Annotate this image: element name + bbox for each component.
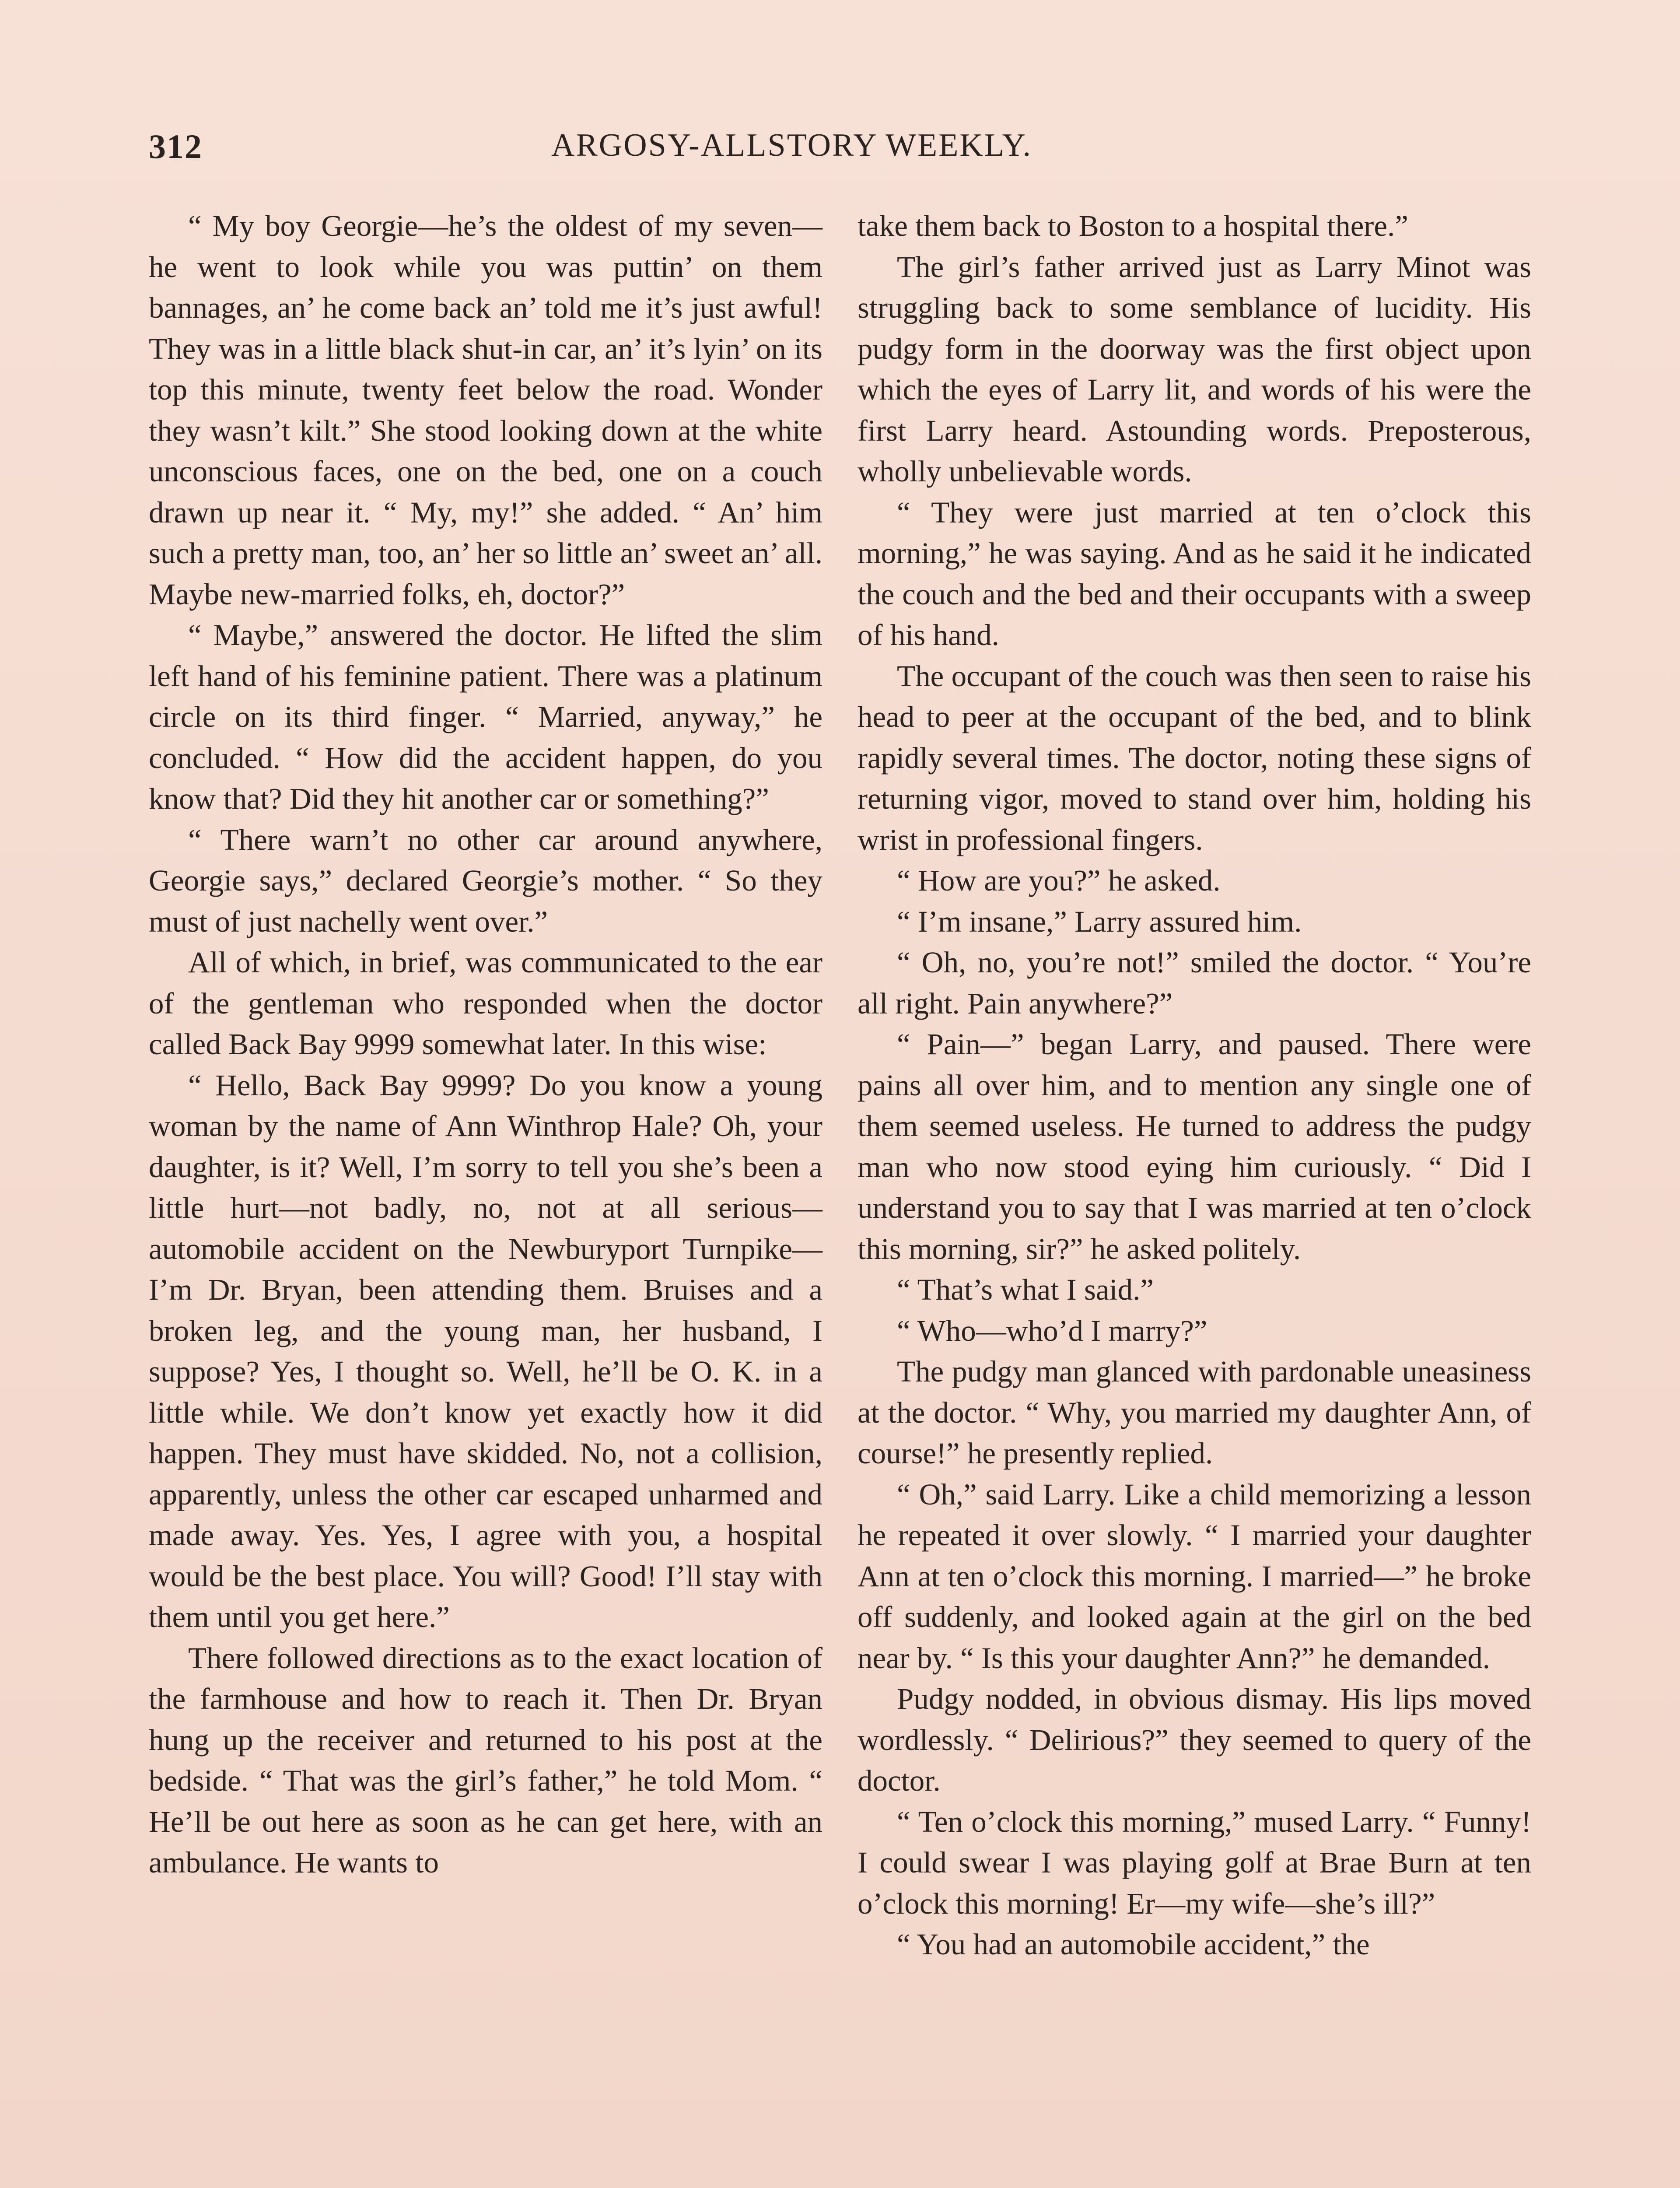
paragraph: “ I’m insane,” Larry assured him. (897, 905, 1302, 938)
paragraph: “ Hello, Back Bay 9999? Do you know a young woman by the name of Ann Winthrop Hale? Oh, your daughter, is it? Well, I’m sorry to tell you she’s been a little hurt—not badly, no, not at all serious—automobile accident on the Newburyport Turnpike—I’m Dr. Bryan, been attending them. Bruises and a broken leg, and the young man, her husband, I suppose? Yes, I thought so. Well, he’ll be O. K. in a little while. We don’t know yet exactly how it did happen. They must have skidded. No, not a collision, apparently, unless the other car escaped unharmed and made away. Yes. Yes, I agree with you, a hospital would be the best place. You will? Good! I’ll stay with them until you get here.” (149, 1068, 822, 1634)
paragraph-continued: take them back to Boston to a hospital there.” (858, 209, 1408, 242)
paragraph: “ They were just married at ten o’clock this morning,” he was saying. And as he said it he indicated the couch and the bed and their occupants with a sweep of his hand. (858, 495, 1531, 652)
paragraph: “ Maybe,” answered the doctor. He lifted the slim left hand of his feminine patient. There was a platinum circle on its third finger. “ Married, anyway,” he concluded. “ How did the accident happen, do you know that? Did they hit another car or something?” (149, 618, 822, 815)
paragraph: The girl’s father arrived just as Larry Minot was struggling back to some semblance of lucidity. His pudgy form in the doorway was the first object upon which the eyes of Larry lit, and words of his were the first Larry heard. Astounding words. Preposterous, wholly unbelievable words. (858, 250, 1531, 488)
paragraph: The occupant of the couch was then seen to raise his head to peer at the occupant of the bed, and to blink rapidly several times. The doctor, noting these signs of returning vigor, moved to stand over him, holding his wrist in professional fingers. (858, 659, 1531, 856)
page-header (149, 127, 1124, 179)
page-number: 312 (149, 127, 203, 165)
left-column (149, 206, 822, 1883)
paragraph: Pudgy nodded, in obvious dismay. His lips moved wordlessly. “ Delirious?” they seemed to query of the doctor. (858, 1682, 1531, 1797)
paragraph: The pudgy man glanced with pardonable uneasiness at the doctor. “ Why, you married my daughter Ann, of course!” he presently replied. (858, 1355, 1531, 1470)
running-head: ARGOSY-ALLSTORY WEEKLY. (551, 127, 1032, 163)
paragraph: “ How are you?” he asked. (897, 864, 1221, 897)
paragraph: “ Oh, no, you’re not!” smiled the doctor. “ You’re all right. Pain anywhere?” (858, 946, 1531, 1020)
paragraph: “ You had an automobile accident,” the (897, 1928, 1370, 1961)
paragraph: “ Ten o’clock this morning,” mused Larry. “ Funny! I could swear I was playing golf at Brae Burn at ten o’clock this morning! Er—my wife—she’s ill?” (858, 1805, 1531, 1920)
paragraph: “ Who—who’d I marry?” (897, 1314, 1208, 1347)
paragraph: “ There warn’t no other car around anywhere, Georgie says,” declared Georgie’s mother. “ So they must of just nachelly went over.” (149, 823, 822, 938)
paragraph: “ My boy Georgie—he’s the oldest of my seven—he went to look while you was puttin’ on them bannages, an’ he come back an’ told me it’s just awful! They was in a little black shut-in car, an’ it’s lyin’ on its top this minute, twenty feet below the road. Wonder they wasn’t kilt.” She stood looking down at the white unconscious faces, one on the bed, one on a couch drawn up near it. “ My, my!” she added. “ An’ him such a pretty man, too, an’ her so little an’ sweet an’ all. Maybe new-married folks, eh, doctor?” (149, 209, 822, 611)
paragraph: “ Oh,” said Larry. Like a child memorizing a lesson he repeated it over slowly. “ I married your daughter Ann at ten o’clock this morning. I married—” he broke off suddenly, and looked again at the girl on the bed near by. “ Is this your daughter Ann?” he demanded. (858, 1477, 1531, 1675)
paragraph: All of which, in brief, was communicated to the ear of the gentleman who responded when the doctor called Back Bay 9999 somewhat later. In this wise: (149, 946, 822, 1061)
paragraph: There followed directions as to the exact location of the farmhouse and how to reach it. Then Dr. Bryan hung up the receiver and returned to his post at the bedside. “ That was the girl’s father,” he told Mom. “ He’ll be out here as soon as he can get here, with an ambulance. He wants to (149, 1641, 822, 1879)
right-column (858, 206, 1531, 1965)
paragraph: “ Pain—” began Larry, and paused. There were pains all over him, and to mention any single one of them seemed useless. He turned to address the pudgy man who now stood eying him curiously. “ Did I understand you to say that I was married at ten o’clock this morning, sir?” he asked politely. (858, 1027, 1531, 1266)
paragraph: “ That’s what I said.” (897, 1273, 1154, 1306)
